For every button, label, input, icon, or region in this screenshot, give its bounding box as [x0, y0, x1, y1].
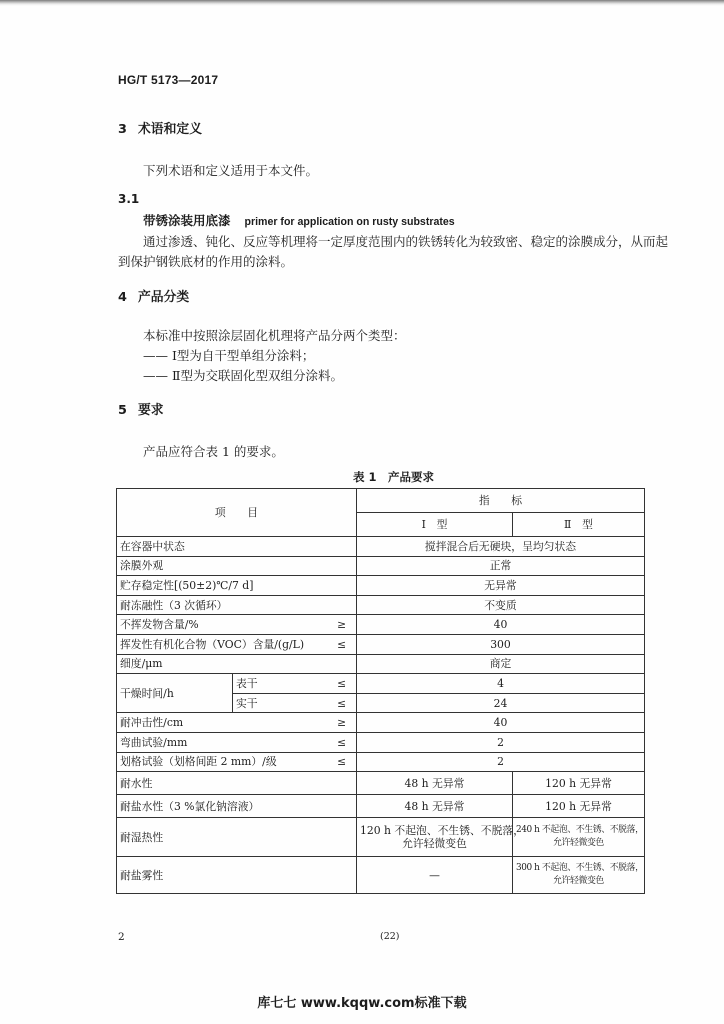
item-label: 细度/μm	[117, 654, 357, 674]
requirements-table	[116, 488, 645, 894]
comparison-symbol: ≤	[336, 676, 346, 690]
spec-value: 2	[357, 732, 645, 752]
table-row	[117, 752, 645, 772]
item-label: 挥发性有机化合物（VOC）含量/(g/L)	[120, 637, 305, 651]
item-label: 在容器中状态	[117, 537, 357, 557]
item-label: 不挥发物含量/%	[120, 618, 199, 632]
spec-value: 商定	[357, 654, 645, 674]
spec-value-line: 允许轻微变色	[402, 837, 467, 851]
table-row	[117, 615, 645, 635]
section-3-heading	[118, 123, 202, 137]
comparison-symbol: ≥	[336, 618, 346, 632]
spec-value: 40	[357, 713, 645, 733]
item-label: 涂膜外观	[117, 556, 357, 576]
table-header-row	[117, 489, 645, 513]
item-label: 干燥时间/h	[117, 674, 233, 713]
section-title: 术语和定义	[138, 122, 202, 137]
item-cell	[117, 615, 357, 635]
spec-value: 2	[357, 752, 645, 772]
section-3-intro: 下列术语和定义适用于本文件。	[143, 163, 319, 178]
spec-value: 300	[357, 634, 645, 654]
table-row	[117, 732, 645, 752]
section-title: 要求	[138, 403, 164, 418]
term-entry	[143, 213, 455, 229]
header-type2: Ⅱ 型	[513, 513, 645, 537]
spec-value-line: 允许轻微变色	[553, 838, 604, 849]
header-spec: 指 标	[357, 489, 645, 513]
table-row	[117, 857, 645, 894]
spec-value: 40	[357, 615, 645, 635]
table-row	[117, 818, 645, 857]
comparison-symbol: ≤	[336, 755, 346, 769]
item-label: 耐冻融性（3 次循环）	[117, 595, 357, 615]
spec-value: 4	[357, 674, 645, 694]
section-5-heading	[118, 404, 164, 418]
spec-value-line: 300 h 不起泡、不生锈、不脱落，	[516, 863, 644, 874]
section-number: 5	[118, 403, 127, 418]
page-number: 2	[118, 931, 125, 943]
standard-code: HG/T 5173—2017	[118, 73, 219, 87]
item-cell	[117, 732, 357, 752]
term-number: 3.1	[118, 192, 140, 206]
spec-value: 无异常	[357, 576, 645, 596]
spec-value: 24	[357, 693, 645, 713]
spec-value-line: 允许轻微变色	[553, 876, 604, 887]
spec-value: 不变质	[357, 595, 645, 615]
site-watermark: 库七七 www.kqqw.com标准下载	[257, 996, 467, 1011]
item-label: 耐冲击性/cm	[120, 716, 184, 730]
table-caption: 表 1 产品要求	[353, 470, 435, 484]
table-row	[117, 576, 645, 596]
list-item: —— Ⅰ型为自干型单组分涂料；	[143, 348, 315, 363]
spec-value-line: 240 h 不起泡、不生锈、不脱落，	[516, 825, 644, 836]
spec-value-type2	[513, 818, 645, 857]
item-label: 耐湿热性	[117, 818, 357, 857]
term-definition-line: 通过渗透、钝化、反应等机理将一定厚度范围内的铁锈转化为较致密、稳定的涂膜成分，从而起	[143, 234, 669, 249]
sub-item-cell	[233, 674, 357, 694]
sub-item-label: 表干	[236, 676, 258, 690]
sheet-number: (22)	[380, 931, 400, 942]
spec-value-type1: 48 h 无异常	[357, 772, 513, 795]
item-label: 耐盐水性（3 %氯化钠溶液）	[117, 795, 357, 818]
comparison-symbol: ≤	[336, 696, 346, 710]
scan-top-edge	[0, 0, 724, 6]
sub-item-cell	[233, 693, 357, 713]
term-definition-line: 到保护钢铁底材的作用的涂料。	[118, 254, 294, 269]
item-cell	[117, 634, 357, 654]
table-row	[117, 537, 645, 557]
section-number: 4	[118, 290, 127, 305]
spec-value-type1: —	[357, 857, 513, 894]
spec-value-type1	[357, 818, 524, 857]
table-row	[117, 713, 645, 733]
section-5-intro: 产品应符合表 1 的要求。	[143, 444, 284, 459]
term-name-en: primer for application on rusty substrates	[244, 216, 455, 228]
table-row	[117, 772, 645, 795]
item-label: 耐水性	[117, 772, 357, 795]
spec-value: 正常	[357, 556, 645, 576]
item-cell	[117, 713, 357, 733]
comparison-symbol: ≥	[336, 716, 346, 730]
section-4-heading	[118, 291, 189, 305]
item-label: 弯曲试验/mm	[120, 735, 188, 749]
table-row	[117, 556, 645, 576]
spec-value-type2: 120 h 无异常	[513, 772, 645, 795]
comparison-symbol: ≤	[336, 637, 346, 651]
table-row	[117, 595, 645, 615]
spec-value-type1: 48 h 无异常	[357, 795, 513, 818]
item-cell	[117, 752, 357, 772]
table-row	[117, 674, 645, 694]
section-number: 3	[118, 122, 127, 137]
item-label: 划格试验（划格间距 2 mm）/级	[120, 755, 277, 769]
spec-value-line: 120 h 不起泡、不生锈、不脱落，	[360, 824, 524, 838]
comparison-symbol: ≤	[336, 735, 346, 749]
table-row	[117, 795, 645, 818]
section-title: 产品分类	[138, 290, 190, 305]
spec-value-type2	[513, 857, 645, 894]
table-row	[117, 634, 645, 654]
spec-value-type2: 120 h 无异常	[513, 795, 645, 818]
table-row	[117, 654, 645, 674]
item-label: 贮存稳定性[(50±2)℃/7 d]	[117, 576, 357, 596]
list-item: —— Ⅱ型为交联固化型双组分涂料。	[143, 368, 343, 383]
header-item: 项 目	[117, 489, 357, 537]
spec-value: 搅拌混合后无硬块，呈均匀状态	[357, 537, 645, 557]
section-4-intro: 本标准中按照涂层固化机理将产品分两个类型：	[143, 328, 406, 343]
header-type1: Ⅰ 型	[357, 513, 513, 537]
sub-item-label: 实干	[236, 696, 258, 710]
term-name-zh: 带锈涂装用底漆	[143, 213, 231, 228]
item-label: 耐盐雾性	[117, 857, 357, 894]
